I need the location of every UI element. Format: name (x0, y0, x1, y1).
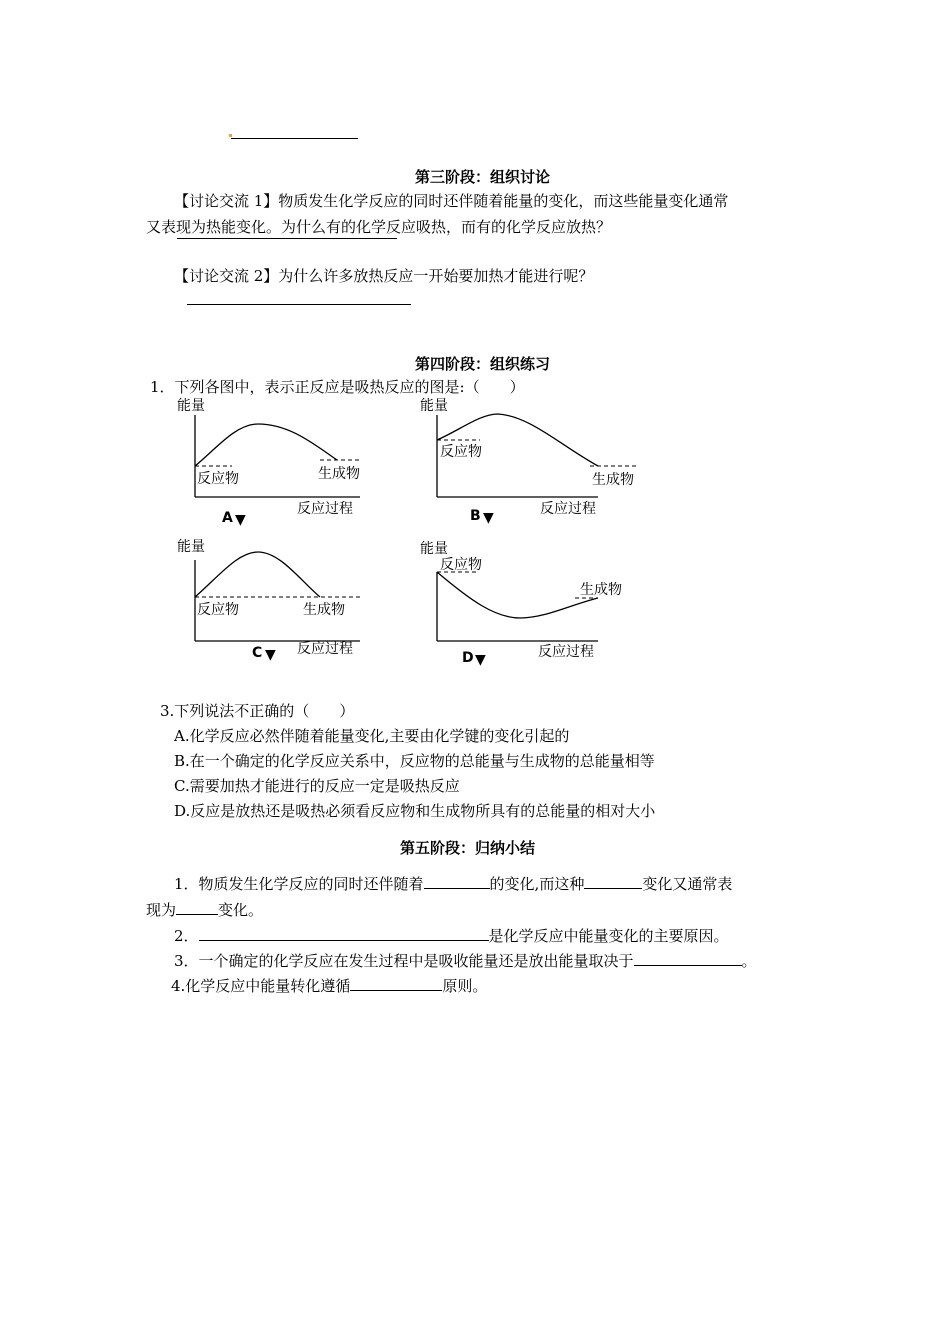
chart-d-energy-curve (437, 572, 598, 618)
chart-c-reactant-label: 反应物 (197, 602, 239, 618)
summary-4 (171, 975, 487, 996)
chart-c-y-label: 能量 (177, 539, 205, 555)
summary-2 (174, 925, 729, 946)
chart-a-reactant-label: 反应物 (197, 471, 239, 487)
chart-c-option-mark: ▼ (265, 647, 276, 663)
discuss1-line2: 又表现为热能变化。为什么有的化学反应吸热，而有的化学反应放热？ (146, 218, 612, 236)
summary-4-text-a: 4.化学反应中能量转化遵循 (171, 977, 351, 995)
chart-b-reactant-label: 反应物 (440, 444, 482, 460)
summary-3 (174, 950, 757, 971)
summary-1-line2 (146, 899, 263, 920)
chart-c-product-label: 生成物 (303, 602, 345, 618)
question-3-stem: 3.下列说法不正确的（ ） (160, 702, 355, 720)
chart-a-y-label: 能量 (177, 398, 205, 414)
summary-1-line1 (174, 873, 732, 894)
summary-2-num: 2． (174, 927, 199, 945)
chart-a-option-label: A (222, 510, 233, 526)
chart-b-option-label: B (470, 508, 481, 524)
summary-2-text: 是化学反应中能量变化的主要原因。 (488, 927, 729, 945)
question-1: 1．下列各图中，表示正反应是吸热反应的图是:（ ） (150, 378, 525, 396)
summary-1-text-b: 的变化,而这种 (489, 875, 585, 893)
chart-c-option-label: C (252, 645, 263, 661)
summary-1-text-e: 变化。 (218, 901, 264, 919)
summary-4-text-b: 原则。 (442, 977, 488, 995)
summary-1-text-a: 1．物质发生化学反应的同时还伴随着 (174, 875, 424, 893)
summary-3-text-a: 3．一个确定的化学反应在发生过程中是吸收能量还是放出能量取决于 (174, 952, 634, 970)
summary-3-text-b: 。 (741, 952, 757, 970)
chart-d-x-label: 反应过程 (538, 644, 594, 660)
chart-c-energy-curve (195, 552, 320, 597)
chart-d-y-label: 能量 (420, 541, 448, 557)
question-3-option-d: D.反应是放热还是吸热必须看反应物和生成物所具有的总能量的相对大小 (174, 802, 656, 820)
discuss1-line1: 【讨论交流 1】物质发生化学反应的同时还伴随着能量的变化，而这些能量变化通常 (174, 192, 729, 210)
chart-b-y-label: 能量 (420, 398, 448, 414)
chart-d-product-label: 生成物 (580, 582, 622, 598)
discuss2: 【讨论交流 2】为什么许多放热反应一开始要加热才能进行呢？ (174, 267, 594, 285)
chart-c-x-label: 反应过程 (297, 641, 353, 657)
chart-d-reactant-label: 反应物 (440, 557, 482, 573)
chart-a-x-label: 反应过程 (297, 501, 353, 517)
blank-1a[interactable] (424, 887, 490, 889)
stage4-heading: 第四阶段：组织练习 (415, 355, 551, 373)
blank-1b[interactable] (584, 887, 642, 889)
chart-a-energy-curve (195, 424, 337, 466)
question-3-option-a: A.化学反应必然伴随着能量变化,主要由化学键的变化引起的 (174, 727, 570, 745)
chart-b-option-mark: ▼ (483, 510, 494, 526)
blank-2[interactable] (199, 939, 489, 941)
chart-b-x-label: 反应过程 (540, 501, 596, 517)
chart-d-option-label: D (462, 650, 474, 666)
blank-1c[interactable] (176, 913, 218, 915)
chart-b-product-label: 生成物 (592, 472, 634, 488)
blank-3[interactable] (634, 964, 742, 966)
question-3-option-c: C.需要加热才能进行的反应一定是吸热反应 (174, 777, 460, 795)
chart-d-option-mark: ▼ (475, 652, 486, 668)
summary-1-text-d: 现为 (146, 901, 177, 919)
chart-a-option-mark: ▼ (235, 512, 246, 528)
question-3-option-b: B.在一个确定的化学反应关系中，反应物的总能量与生成物的总能量相等 (174, 752, 655, 770)
summary-1-text-c: 变化又通常表 (642, 875, 733, 893)
stage3-heading: 第三阶段：组织讨论 (415, 168, 551, 186)
stage5-heading: 第五阶段：归纳小结 (400, 839, 536, 857)
blank-4[interactable] (350, 989, 442, 991)
chart-a-product-label: 生成物 (318, 466, 360, 482)
